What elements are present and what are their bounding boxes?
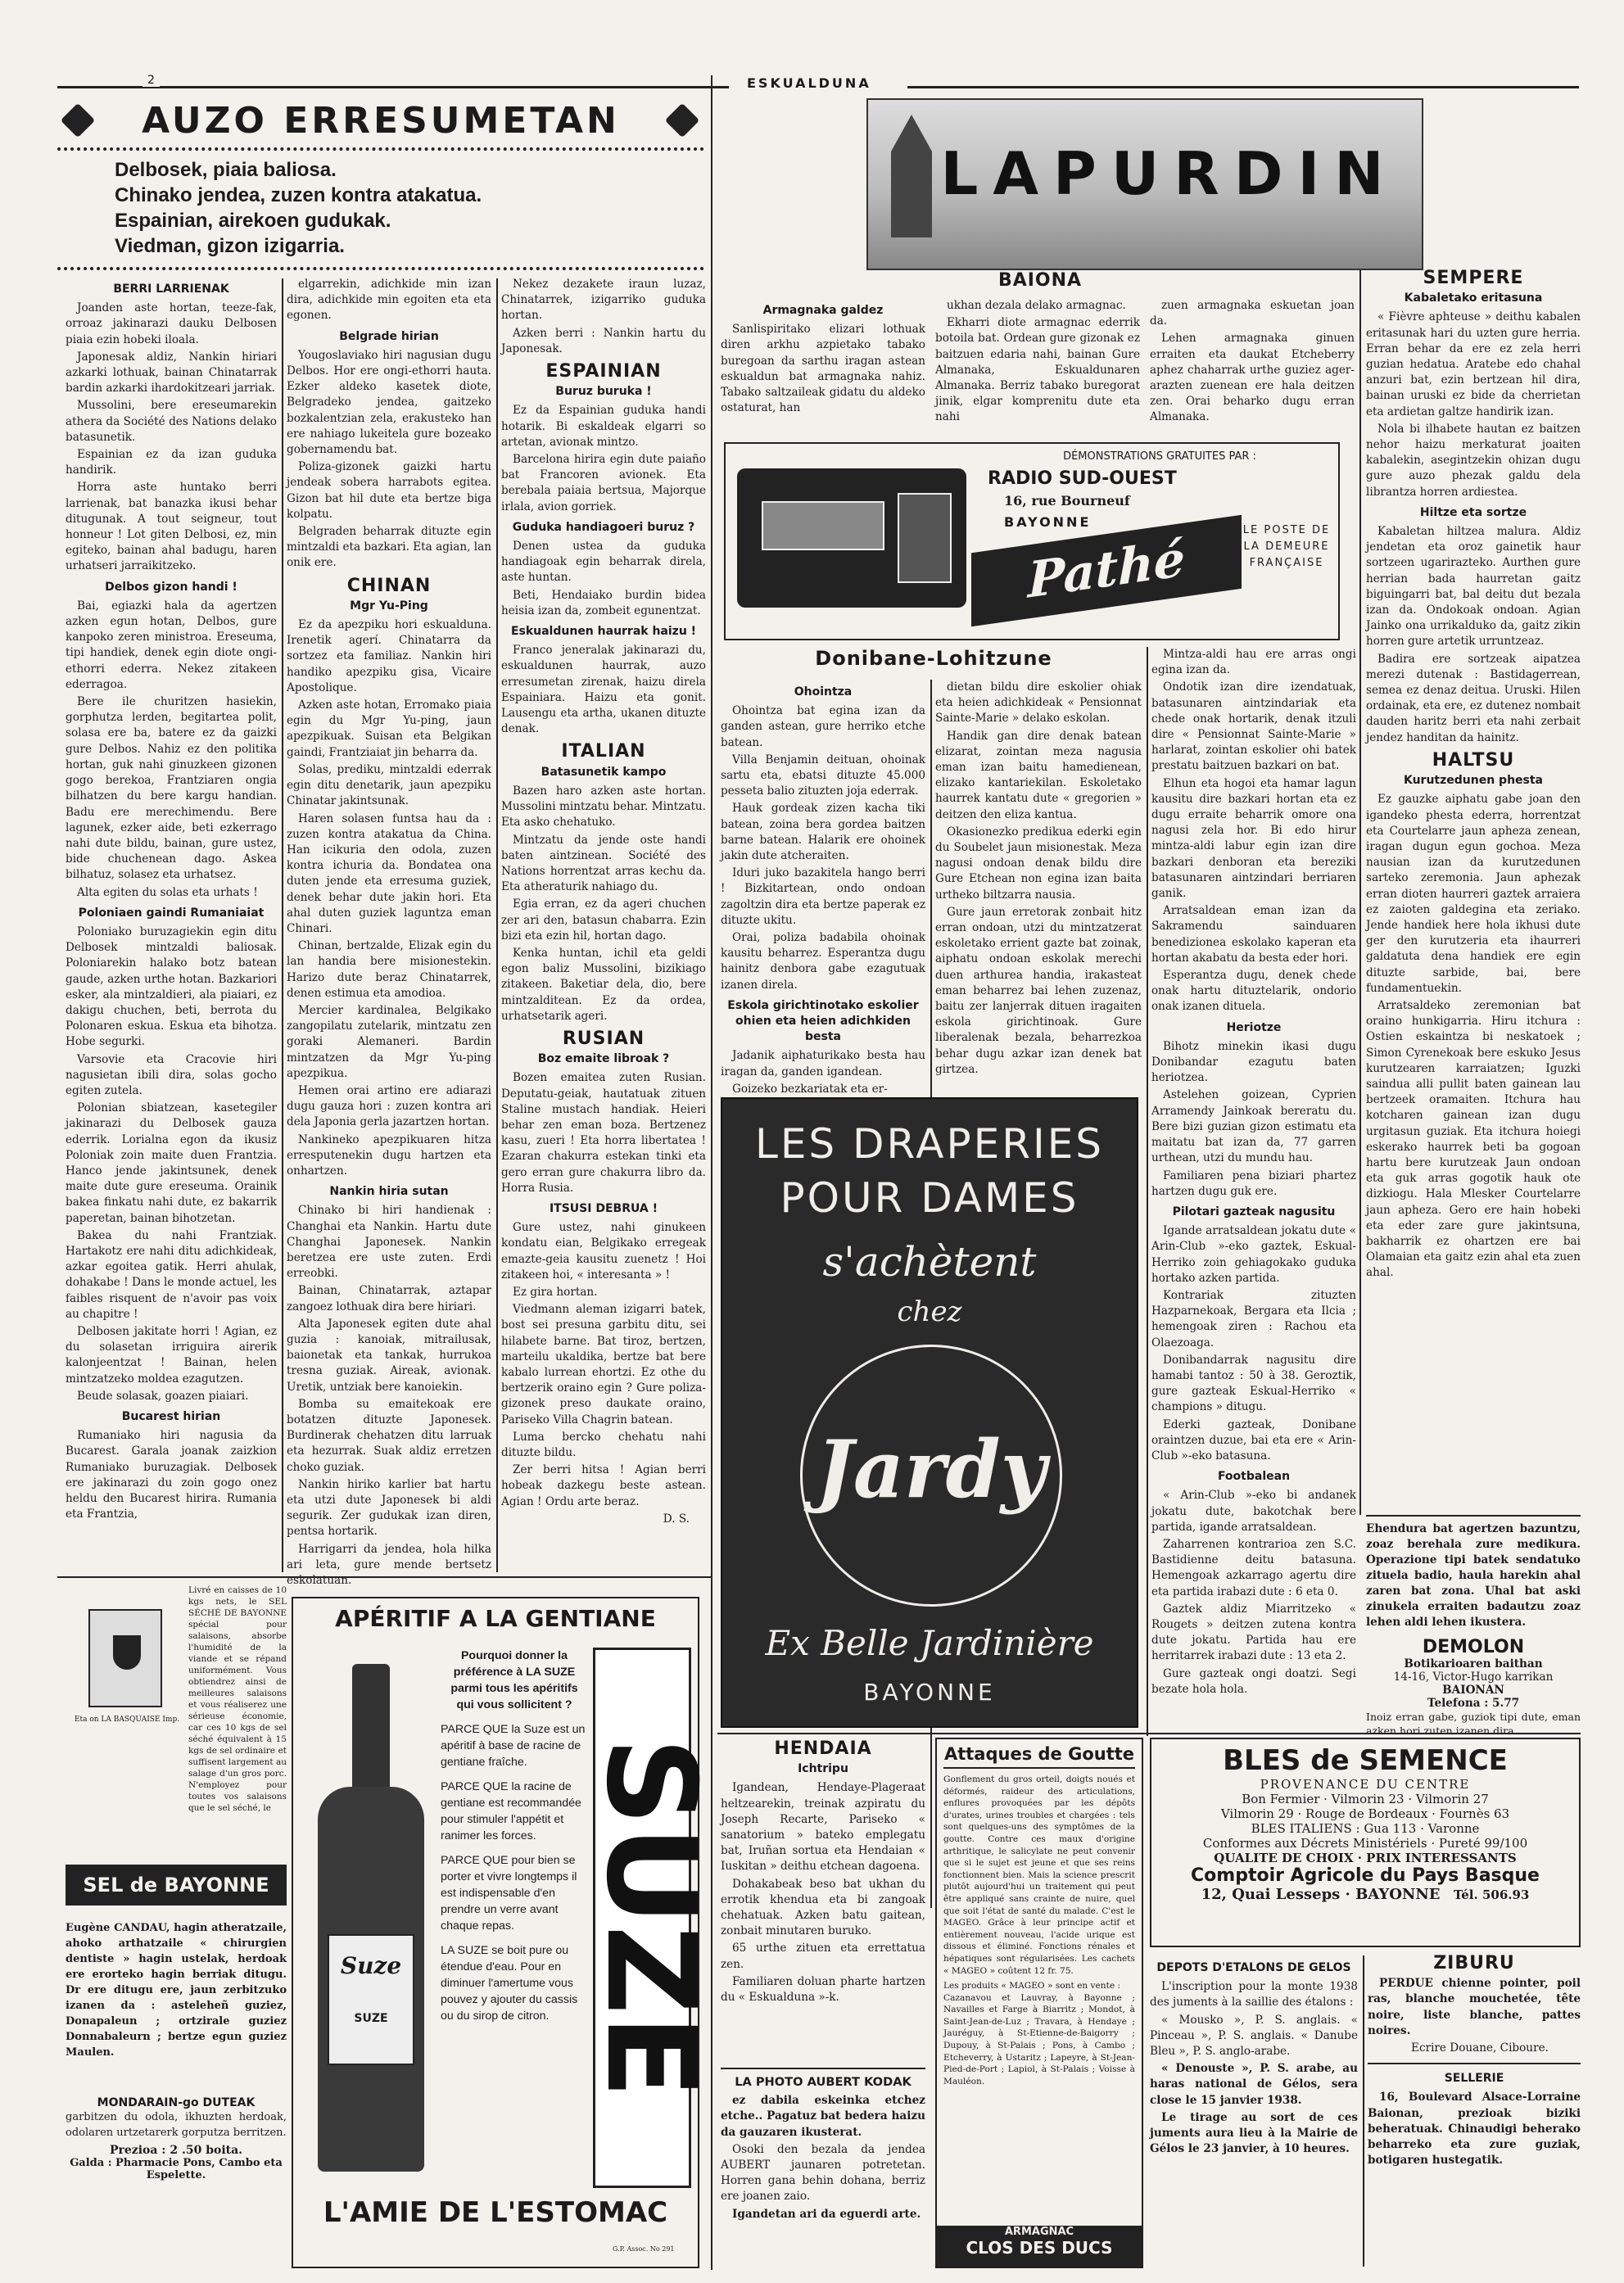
- paragraph: Japonesak aldiz, Nankin hiriari azkarki lothuak, bainan Chinatarrak bardin azkarki ihardokitzeari jarriak.: [66, 350, 277, 396]
- paragraph: Poloniako buruzagiekin egin ditu Delbosek mintzaldi baliosak. Poloniarekin halako botz batean gaude, azken urthe hotan. Bazkariori esker, ala mintzaldieri, ala piaiari, ez dakigu chuchen, beti, berrota du Polonaren eskua. Eskua eta bihotza. Hobe segurki.: [66, 925, 277, 1049]
- bottle-label-text: Suze: [340, 1952, 402, 1979]
- section-heading: ITALIAN: [561, 741, 646, 762]
- suze-small: G.P. Assoc. No 291: [613, 2245, 675, 2253]
- subheading: Poloniaen gaindi Rumaniaiat: [78, 906, 265, 920]
- column-divider: [1363, 1955, 1364, 2267]
- paragraph: Nola bi ilhabete hautan ez baitzen nehor haizu merkaturat joaiten kabalekin, asegintzekin ohizan dugu gure auzo phezak galdu dela librantza horren ardiestea.: [1366, 422, 1581, 499]
- subheading: Nankin hiria sutan: [329, 1185, 449, 1199]
- summary-line: Delbosek, piaia baliosa.: [115, 159, 337, 181]
- paragraph: Joanden aste hortan, teeze-fak, orroaz jakinarazi dauku Delbosen piaia ezin hobeki iloala.: [66, 301, 277, 346]
- paragraph: Ekharri diote armagnac ederrik botoila bat. Ordean gure gizonak ez baitzuen edaria nahi, bainan Gure Almanaka, Eskualdunaren Almanaka. Berriz tabako buregorat jinik, elgar komprenitu dute eta nahi: [935, 316, 1140, 424]
- paragraph: Dohakabeak beso bat ukhan du errotik khendua eta bi zangoak chehatuak. Azken batu gaitean, zonbait minutaren buruko.: [721, 1877, 925, 1938]
- sel-caption: Eta on LA BASQUAISE Imp.: [74, 1716, 180, 1724]
- paragraph: Ohointza bat egina izan da ganden astean, gure herriko etche batean.: [721, 704, 925, 749]
- paragraph: Viedmann aleman izigarri batek, bost sei presuna garbitu ditu, sei hilabete barne. Bat tiroz, bertzen, marteilu ukaldika, bertze bat bere kabalo lurrean ehortzi. Ez othe du bertzerik oraino egin ? Gure poliza-gizonek preso daukate oraino, Pariseko Villa Chagrin batean.: [501, 1303, 706, 1426]
- paragraph: Ez gauzke aiphatu gabe joan den igandeko phesta ederra, horrentzat eta Courtelarre jaun apheza zenean, iragan dugun egun gochoa. Meza nausian izan da kurutzedunen sarteko zeremonia. Jaun aphezak erran dioten haurreri gaztek arraiera ez zaioten galdegina eta zeriako. Jende handiek here hola ikhusi dute ger den kurutzeria eta ihaurreri galdatuta dena handiek ere egin dituzte sarbide, bai, bere fundamentuekin.: [1366, 793, 1581, 995]
- pathe-slogan: LE POSTE DE LA DEMEURE FRANÇAISE: [1242, 524, 1331, 569]
- subheading: Eskola girichtinotako eskolier ohien eta heien adichkiden besta: [727, 998, 919, 1044]
- paragraph: Zer berri hitsa ! Agian berri hobeak dazkegu beste astean. Agian ! Ordu arte beraz.: [501, 1463, 706, 1508]
- paragraph: 65 urthe zituen eta errettatua zen.: [721, 1942, 925, 1971]
- goutte-text: Gonflement du gros orteil, doigts noués et déformés, raideur des articulations, enflures provoquées par les dépôts d'urates, urines troubles et chargées : tels sont quelques-uns des symptômes de la goutte. Contre ces maux d'origine arthritique, le salicylate ne peut convenir que si le sujet est jeune et que ses reins fonctionnent bien. Mais la science prescrit plutôt aujourd'hui un traitement qui peut être appliqué sans crainte de nuire, quel que soit l'état de santé du malade. C'est le MAGEO. Grâce à leur principe actif et entièrement nouveau, l'acide urique est dissous et éliminé. Fonctions rénales et hépatiques sont régularisées. Les cachets « MAGEO » coûtent 12 fr. 75.: [943, 1774, 1135, 1976]
- pathe-ad: [724, 442, 1340, 640]
- paragraph: Beti, Hendaiako burdin bidea heisia izan da, zombeit egunentzat.: [501, 588, 706, 617]
- section-heading: HENDAIA: [774, 1738, 872, 1759]
- paragraph: Arratsaldean eman izan da Sakramendu sainduaren benedizionea eskolako kaperan eta hortan akabatu da besta eder hori.: [1151, 904, 1356, 965]
- subheading: Buruz buruka !: [555, 385, 652, 399]
- draperies-line6: BAYONNE: [863, 1679, 996, 1706]
- hendaia-column: [721, 1738, 925, 2065]
- sempere-column: [1366, 270, 1581, 1515]
- paragraph: Bai, egiazki hala da agertzen azken egun hotan, Delbos, gure kanpoko zeren ministroa. Ereseuma, tipi handiek, denek egin diote ongi-ethorri ederra. Nekez zitakeen ederragoa.: [66, 599, 277, 691]
- bles-line: BLES ITALIENS : Gua 113 · Varonne: [1251, 1821, 1480, 1836]
- paragraph: « Arin-Club »-eko bi andanek jokatu dute, bakotchak bere partida, igande arratsaldean.: [1151, 1489, 1356, 1534]
- donibane-col-1: [721, 680, 925, 1096]
- paragraph: Espainian ez da izan guduka handirik.: [66, 448, 277, 477]
- paragraph: L'inscription pour la monte 1938 des juments à la saillie des étalons :: [1150, 1980, 1358, 2009]
- paragraph: Harrigarri da jendea, hola hilka ari leta, gure mende bertsetz eskolatuan.: [287, 1542, 491, 1588]
- pathe-addr: 16, rue Bourneuf: [1004, 493, 1130, 509]
- candau-ad: [66, 1920, 287, 2092]
- paragraph: Sanlispiritako elizari lothuak diren arkhu azpietako tabako buregoan da sarthu iragan astean eskualdun bat armagnaka nahiz. Tabako saltzaileak gidatu du aldeko ostaturat, han: [721, 323, 925, 415]
- suze-reason: PARCE QUE pour bien se porter et vivre longtemps il est indispensable d'en prendre un verre avant chaque repas.: [441, 1854, 577, 1933]
- paragraph: Beude solasak, goazen piaiari.: [77, 1389, 249, 1403]
- paragraph: Poliza-gizonek gaizki hartu jendeak sobera harrabots egitea. Gizon bat hil dute eta bertze biga kolpatu.: [287, 460, 491, 521]
- jardy-circle: [800, 1345, 1062, 1607]
- paragraph: ukhan dezala delako armagnac.: [947, 299, 1126, 312]
- paragraph: Gaztek aldiz Miarritzeko « Rougets » deitzen zutena kontra dute jokatu. Partida hau ere herritarrek irabazi dute : 13 eta 2.: [1151, 1602, 1356, 1663]
- bottle-neck: [352, 1664, 390, 1787]
- col1-heading: BERRI LARRIENAK: [113, 283, 229, 296]
- paragraph: Bomba su emaitekoak ere botatzen dituzte Japonesek. Burdinerak chehatzen ditu larruak eta hezurrak. Suak aldiz erretzen choko guziak.: [287, 1397, 491, 1474]
- paragraph: Nekez dezakete iraun luzaz, Chinatarrek, izigarriko guduka hortan.: [501, 278, 706, 323]
- subheading: Kabaletako eritasuna: [1404, 292, 1543, 305]
- left-diamond-icon: [61, 103, 95, 138]
- paragraph: Gure gazteak ongi doatzi. Segi bezate hola hola.: [1151, 1666, 1356, 1696]
- signature: D. S.: [663, 1512, 690, 1526]
- bles-line: Vilmorin 29 · Rouge de Bordeaux · Fournès 63: [1220, 1806, 1510, 1821]
- left-bottom-rule: [57, 1576, 711, 1578]
- paragraph: Mussolini, bere ereseumarekin athera da Société des Nations delako batasunetik.: [66, 399, 277, 444]
- sellerie-title: SELLERIE: [1444, 2072, 1504, 2086]
- paragraph: Le tirage au sort de ces juments aura lieu à la Mairie de Gélos le 23 janvier, à 10 heures.: [1150, 2110, 1358, 2156]
- subheading: Batasunetik kampo: [541, 765, 667, 779]
- lapurdin-title: LAPURDIN: [940, 139, 1399, 208]
- subheading: Mgr Yu-Ping: [350, 599, 428, 613]
- header-rule-right: [907, 86, 1579, 88]
- paragraph: Egia erran, ez da ageri chuchen zer ari den, batasun chabarra. Ezin bizi eta ezin hil, hortan dago.: [501, 897, 706, 943]
- subheading: Kurutzedunen phesta: [1403, 774, 1544, 788]
- draperies-ad: [721, 1097, 1138, 1728]
- paragraph: Nankin hiriko karlier bat hartu eta utzi dute Japonesek bi aldi segurik. Zer gudukak izan diren, pentsa hortarik.: [287, 1477, 491, 1539]
- paragraph: Ederki gazteak, Donibane oraintzen duzue, bai eta ere « Arin-Club »-eko batasuna.: [1151, 1417, 1356, 1462]
- paragraph: Mintza-aldi hau ere arras ongi egina izan da.: [1151, 648, 1356, 677]
- subheading: Heriotze: [1226, 1020, 1282, 1034]
- sel-text: Livré en caisses de 10 kgs nets, le SEL SÉCHÉ DE BAYONNE spécial pour salaisons, absorbe l'humidité de la viande et se répand uniformément. Vous obtiendrez ainsi de meilleures salaisons et vous réaliserez une sérieuse économie, car ces 10 kgs de sel séché équivalent à 15 kgs de sel ordinaire et suffisent largement au salage d'un gros porc. N'employez pour toutes vos salaisons que le sel séché, le: [188, 1585, 287, 1813]
- paragraph: zuen armagnaka eskuetan joan da.: [1150, 299, 1355, 328]
- bottle-illustration: [310, 1664, 432, 2172]
- paragraph: Gure jaun erretorak zonbait hitz erran ondoan, utzi du mintzatzerat eskoletako errient gazte bat zoinak, aiphatu ondoan eskolak merechi duen arthurea handia, irakasteat eman beharrez bai lehen zuzenaz, baitu zer lanjerrak dituen iragaiten eskola girichtinoak. Gure liberalenak bezala, beharrezkoa behar dugu azkar izan denek bat girtzea.: [935, 905, 1142, 1076]
- bles-comptoir: Comptoir Agricole du Pays Basque: [1191, 1865, 1540, 1886]
- draperies-line2: POUR DAMES: [780, 1174, 1079, 1222]
- paragraph: ez dabila eskeinka etchez etche.. Pagatuz bat bedera haizu da gauzaren ikusterat.: [721, 2094, 925, 2139]
- baiona-title: BAIONA: [997, 270, 1083, 291]
- pathe-brand: Pathé: [1028, 530, 1185, 610]
- paragraph: Rumaniako hiri nagusia da Bucarest. Garala joanak zaizkion Rumaniako buruzagiak. Delbosek ere jakinarazi du zoin gogo onez heldu den Bucarest hirira. Rumania eta Frantzia,: [66, 1429, 277, 1521]
- paragraph: Azken berri : Nankin hartu du Japonesak.: [501, 326, 706, 355]
- paragraph: Badira ere sortzeak aipatzea merezi dutenak : Bastidagerrean, semea ez denaz deitua. Uruski. Hilen ordainak, eta ere, ez dutenez nombait dauden haritz berri eta nahi zerbait jendez handitan da hainitz.: [1366, 652, 1581, 744]
- draperies-line1: LES DRAPERIES: [754, 1120, 1105, 1168]
- newspaper-name: ESKUALDUNA: [747, 75, 871, 91]
- paragraph: Azken aste hotan, Erromako piaia egin du Mgr Yu-ping, jaun apezpikuak. Suisan eta Belgikan gaindi, Frantziaiat jin beharra da.: [287, 698, 491, 759]
- paragraph: Bere ile churitzen hasiekin, gorphutza lerden, begitartea polit, solasa ere ba, batere ez da gaizki gure Delbos. Nahiz ez den politika hortan, guk nahi ginuzkeen gizonen gogo berekoa, Frantziaren ongia bilhatzen du bere kargu handian. Badu ere merechimendu. Bere lagunek, ezker aide, beti ezkerrago nahi dute bildu, bainan, gure ustez, bide chuchenean dago. Askea bilhatuz, solasez eta urhatsez.: [66, 695, 277, 882]
- section-heading: CHINAN: [346, 575, 432, 596]
- paragraph: elgarrekin, adichkide min izan dira, adichkide min egoiten eta eta egonen.: [287, 278, 491, 323]
- paragraph: Goizeko bezkariatak eta er-: [732, 1082, 888, 1096]
- paragraph: « Mousko », P. S. anglais. « Pinceau », P. S. anglais. « Danube Bleu », P. S. anglo-arabe.: [1150, 2013, 1358, 2059]
- paragraph: Varsovie eta Cracovie hiri nagusietan ibili dira, solas gocho egiten zutela.: [66, 1052, 277, 1097]
- right-diamond-icon: [665, 103, 699, 138]
- paragraph: Luma bercko chehatu nahi dituzte bildu.: [501, 1430, 706, 1460]
- page-header: [57, 74, 1581, 98]
- summary-line: Chinako jendea, zuzen kontra atakatua.: [115, 184, 482, 206]
- paragraph: Delbosen jakitate horri ! Agian, ez du solasetan irriguira airerik kalonjeentzat ! Bainan, helen mintzatzeko moldea ezagutzen.: [66, 1325, 277, 1386]
- paragraph: Bazen haro azken aste hortan. Mussolini mintzatu behar. Mintzatu. Eta asko chehatuko.: [501, 784, 706, 830]
- paragraph: dietan bildu dire eskolier ohiak eta heien adichkideak « Pensionnat Sainte-Marie » delako eskolan.: [935, 680, 1142, 726]
- paragraph: Igande arratsaldean jokatu dute « Arin-Club »-eko gaztek, Eskual-Herriko zoin gehiagokako guduka hortako azken partida.: [1151, 1224, 1356, 1285]
- demolon-note: Inoiz erran gabe, guziok tipi dute, eman azken hori zuten izanen dira.: [1366, 1711, 1581, 1737]
- paragraph: Elhun eta hogoi eta hamar lagun kausitu dire bazkari hortan eta ez dugu erraite beharrik omore ona nagusi zela hor. Bi edo hirur mintza-aldi labur egin izan dire bazkari denboran eta bereziki batasunaren aintzindari berriaren ganik.: [1151, 776, 1356, 901]
- draperies-line4: chez: [897, 1295, 962, 1328]
- paragraph: Mercier kardinalea, Belgikako zangopilatu zutelarik, mintzatu zen goraki Alemaneri. Bardin mintzatzen da Mgr Yu-ping apezpikua.: [287, 1003, 491, 1080]
- paragraph: Jadanik aiphaturikako besta hau iragan da, ganden igandean.: [721, 1049, 925, 1078]
- bottom-rule: [717, 1733, 1581, 1734]
- pathe-shop: RADIO SUD-OUEST: [988, 468, 1177, 489]
- shield-icon: [113, 1635, 141, 1670]
- paragraph: Osoki den bezala da jendea AUBERT jaunaren potretetan. Horren gana behin dohana, berriz ere joanen zaio.: [721, 2142, 925, 2204]
- bottle-label: [328, 1934, 414, 2065]
- armagnac-line2: CLOS DES DUCS: [966, 2238, 1113, 2258]
- paragraph: « Denouste », P. S. arabe, au haras national de Gélos, sera close le 15 janvier 1938.: [1150, 2062, 1358, 2107]
- paragraph: Nankineko apezpikuaren hitza erresputenekin dugu hartzen eta onhartzen.: [287, 1132, 491, 1178]
- radio-dial: [762, 501, 884, 550]
- paragraph: Bihotz minekin ikasi dugu Donibandar ezagutu baten heriotzea.: [1151, 1039, 1356, 1085]
- suze-title: APÉRITIF A LA GENTIANE: [335, 1605, 656, 1632]
- subheading: Delbos gizon handi !: [105, 580, 237, 594]
- paragraph: Kontrariak zituzten Hazparnekoak, Bergara eta Ilcia ; hemengoak ziren : Rachou eta Olaezoaga.: [1151, 1288, 1356, 1349]
- suze-big-text: SUZE: [578, 1737, 722, 2099]
- bles-tel: Tél. 506.93: [1453, 1887, 1530, 1902]
- lapurdin-banner: [866, 98, 1423, 270]
- paragraph: Denen ustea da guduka handiagoak egin beharrak direla, aste huntan.: [501, 540, 706, 585]
- suze-reason: PARCE QUE la racine de gentiane est recommandée pour stimuler l'appétit et ranimer les forces.: [441, 1780, 581, 1842]
- subheading: Hiltze eta sortze: [1419, 505, 1527, 519]
- paragraph: Okasionezko predikua ederki egin du Soubelet jaun misionestak. Meza nagusi ondoan denak bildu dire Gure Etchean non egina izan baita urtheko biltzarra nausia.: [935, 825, 1142, 902]
- goutte-title: Attaques de Goutte: [943, 1744, 1135, 1769]
- baiona-section: [721, 270, 1359, 442]
- subheading: Ichtripu: [798, 1762, 848, 1776]
- goutte-vente: Les produits « MAGEO » sont en vente :: [943, 1981, 1121, 1991]
- title-dotted-rule: [57, 147, 704, 151]
- paragraph: Bakea du nahi Frantziak. Hartakotz ere nahi ditu adichkideak, azkar egoitea gatik. Herri ahulak, dohakabe ! Dans le monde actuel, les faibles risquent de n'avoir pas voix au chapitre !: [66, 1228, 277, 1321]
- suze-big-word: [578, 1648, 722, 2188]
- subheading: Ohointza: [794, 685, 853, 698]
- mondarain-text: garbitzen du odola, ikhuzten herdoak, odolaren urtzetarerk gorputza berritzen.: [66, 2111, 287, 2139]
- pathe-top: DÉMONSTRATIONS GRATUITES PAR :: [1063, 450, 1256, 463]
- bottle-label-small: SUZE: [354, 2012, 388, 2025]
- paragraph: Ondotik izan dire izendatuak, batasunaren aintzindariak eta chede onak hortarik, denak itzuli dire « Pensionnat Sainte-Marie » harlarat, zointan eskolier ohi batek prestatu baitzuen bazkari on bat.: [1151, 680, 1356, 773]
- depots-title: DEPOTS D'ETALONS DE GELOS: [1156, 1961, 1351, 1974]
- paragraph: Ez da Espainian guduka handi hotarik. Bi eskaldeak elgarri so artetan, avionak mintzo.: [501, 404, 706, 449]
- bles-line: Conformes aux Décrets Ministériels · Pureté 99/100: [1202, 1836, 1528, 1851]
- demolon-sub: Botikarioaren baithan: [1404, 1657, 1543, 1670]
- suze-letters: [578, 1650, 722, 2186]
- page-number: 2: [142, 74, 160, 87]
- paragraph: Handik gan dire denak batean elizarat, zointan meza nagusia eman izan baitu hamedienean, elizako kantariekilan. Eskoletako haurrek kantatu dute « gregorien » deitzen den eliza kantua.: [935, 729, 1142, 821]
- subheading: Boz emaite libroak ?: [537, 1052, 670, 1066]
- paragraph: Hemen orai artino ere adiarazi dugu gauza hori : zuzen kontra ari dela Japonia gerla jazartzen hortan.: [287, 1083, 491, 1129]
- bles-line: QUALITE DE CHOIX · PRIX INTERESSANTS: [1214, 1851, 1517, 1865]
- auzo-column-2: [287, 277, 491, 1588]
- subheading: Armagnaka galdez: [762, 304, 884, 317]
- paragraph: Ez da apezpiku hori eskualduna. Irenetik agerí. Chinatarra da sortzez eta familiaz. Nankin hiri handiko apezpiku gisa, Vicaire Apostolique.: [287, 618, 491, 694]
- baiona-col-1: [721, 298, 925, 418]
- auzo-summary: [115, 157, 688, 262]
- paragraph: Gure ustez, nahi ginukeen kondatu eian, Belgikako erregeak emazte-geia kausitu zuenetz ! Hoi zitakeen hoi, « interesanta » !: [501, 1221, 706, 1282]
- paragraph: Orai, poliza badabila ohoinak kausitu beharrez. Esperantza dugu hainitz denbora gabe ezagutuak izanen direla.: [721, 931, 925, 992]
- auzo-title-box: [57, 97, 704, 156]
- paragraph: PERDUE chienne pointer, poil ras, blanche mouchetée, tête noire, liste blanche, pattes noires.: [1368, 1977, 1581, 2037]
- paragraph: Bozen emaitea zuten Rusian. Deputatu-geiak, hautatuak zituen Staline mustach handiak. Heieri behar zen eman boza. Bertzenez kasu, zueri ! Eta horra libertatea ! Ezaran chakurra estekan tinki eta gero erran gure chakurra libro da. Horra Rusia.: [501, 1071, 706, 1195]
- paragraph: Ez gira hortan.: [513, 1285, 598, 1299]
- salt-box-illustration: [88, 1609, 162, 1707]
- paragraph: Lehen armagnaka ginuen erraiten eta daukat Etcheberry aphez chaharrak urthe guziez ager-arazten zuenean ere hala deitzen zen. Orai beharko dugu erran Almanaka.: [1150, 332, 1355, 424]
- sel-bayonne-ad: [66, 1585, 287, 1912]
- bles-sub: PROVENANCE DU CENTRE: [1260, 1777, 1471, 1792]
- demolon-name: DEMOLON: [1422, 1637, 1525, 1657]
- paragraph: Arratsaldeko zeremonian bat oraino hunkigarria. Hiru itchura : Ostien eskaintza bi neskatoek ; Simon Cyrenekoak bere eskuko Jesus kurutzearen karraiatzen; Iguzki saindua alli pullit baten gainean lau bertzeek oramaiten. Itchura hau kotcharen gainean izan dugu urgitasun guziak. Eta itchura hoiegi eskerako haurrek beti ba gogoan hartu bere kurutzeak Jaun ondoan eta guk arras gogotik hauk ote dizkiogu. Hala Mlesker Courtelarre jaun apheza. Gero ere hain hobeki eta eder zare gure jakintsuna, bakharrik ez ohartzen ere bai Olamaian eta gaitz ezin ahal eta zuen ahal.: [1366, 998, 1581, 1280]
- mondarain-title: MONDARAIN-go DUTEAK: [97, 2096, 256, 2109]
- paragraph: Horra aste huntako berri larrienak, bat banazka ikusi behar ditugunak. A tout seigneur, tout honneur ! Lot giten Delbosi, ez, min egiteko, bainan ahal badugu, haren urhatseri jarraikitzeko.: [66, 481, 277, 573]
- paragraph: Barcelona hirira egin dute paiaño bat Francoren avionek. Eta berebala paiaia bertsua, Majorque irlala, avion gorriek.: [501, 453, 706, 513]
- armagnac-line1: ARMAGNAC: [1004, 2226, 1074, 2238]
- donibane-title: Donibane-Lohitzune: [815, 647, 1052, 670]
- paragraph: Igandean, Hendaye-Plageraat heltzearekin, treinak azpiratu du Joseph Recarte, Pariseko « sanatorium » bateko emplegatu bat, Iruñan sortua eta Hendaian « Iuskitan » deithu etchean dagoena.: [721, 1781, 925, 1874]
- summary-line: Viedman, gizon izigarria.: [115, 235, 345, 257]
- paragraph: Familiaren doluan pharte hartzen du « Eskualduna »-k.: [721, 1974, 925, 2005]
- donibane-col-3: [1151, 647, 1356, 1736]
- bles-semence-ad: [1150, 1738, 1581, 1947]
- paragraph: Solas, prediku, mintzaldi ederrak egin ditu denetarik, jaun apezpiku Chinatar jakintsunak.: [287, 762, 491, 808]
- donibane-col-2: [935, 680, 1142, 1089]
- paragraph: Zaharrenen kontrarioa zen S.C. Bastidienne deitu batasuna. Hemengoak azkarrago agertu dire eta partida irabazi dute : 6 eta 0.: [1151, 1537, 1356, 1598]
- column-divider: [1147, 647, 1148, 1736]
- mondarain-price: Prezioa : 2 .50 boita.: [109, 2144, 243, 2157]
- paragraph: Astelehen goizean, Cyprien Arramendy Jainkoak bereratu du. Bere bizi guzian gizon estimatu eta maitatu bat izan da, 77 garren urthean, utzi du mundu hau.: [1151, 1088, 1356, 1165]
- candau-text: Eugène CANDAU, hagin atheratzaile, ahoko arthatzaile « chirurgien dentiste » hagin ustelak, herdoak ere erorteko hagin berriak ditugu. Dr ere ditugu ere, jaun zerbitzuko izanen da : asteleheñ guziez, Donapaleun ; ortzirale guziez Donnabaleurn ; bertze egun guziez Maulen.: [66, 1922, 287, 2059]
- bles-address: [1156, 1886, 1574, 1903]
- paragraph: « Fièvre aphteuse » deithu kabalen eritasunak hari du uzten gure herria. Erran behar da ere ez zela herri guzian hedatua. Aratebe edo chahal anzuri bat, ezin bertzean hil dira, bainan uruski ez bide da cherrietan eta ardietan galtze handirik izan.: [1366, 310, 1581, 418]
- paragraph: Igandetan ari da eguerdi arte.: [732, 2207, 921, 2221]
- jardy-brand: Jardy: [816, 1423, 1047, 1516]
- section-heading: SEMPERE: [1423, 268, 1524, 288]
- section-heading: RUSIAN: [562, 1028, 645, 1049]
- section-heading: HALTSU: [1432, 749, 1515, 771]
- ehendura-text: Ehendura bat agertzen bazuntzu, zoaz berehala zure medikura. Operazione tipi batek sendatuko zituela badio, haula harekin ahal zaren bat zona. Uhal bat aski zinukela erraiten badautzu zoaz lehen aldi lehen ikustera.: [1366, 1522, 1581, 1629]
- paragraph: Kenka huntan, ichil eta geldi egon baliz Mussolini, bizikiago zitakeen. Baketiar dela, dio, bere mintzalditean. Ez da ordea, urhatsetarik ageri.: [501, 946, 706, 1023]
- pathe-banner: [971, 515, 1242, 626]
- subheading: Footbalean: [1217, 1470, 1291, 1484]
- paragraph: Familiaren pena biziari phartez hartzen dugu guk ere.: [1151, 1169, 1356, 1198]
- paragraph: Alta Japonesek egiten dute ahal guzia : kanoiak, mitrailusak, baionetak eta tankak, hurrukoa tresna guziak. Aireak, avionak. Uretik, untziak bere kanoiekin.: [287, 1317, 491, 1394]
- subheading: Pilotari gazteak nagusitu: [1172, 1205, 1336, 1218]
- paragraph: Iduri juko bazakitela hango berri ! Bizkitartean, ondo ondoan zagoltzin dira eta bertze paperak ez dituzte ukitu.: [721, 866, 925, 927]
- paragraph: Belgraden beharrak dituzte egin mintzaldi eta bazkari. Eta agian, lan onik ere.: [287, 525, 491, 570]
- armagnac-tag: [937, 2226, 1142, 2267]
- subheading: Bucarest hirian: [121, 1410, 221, 1424]
- subheading: Eskualdunen haurrak haizu !: [510, 625, 697, 639]
- draperies-line3: s'achètent: [822, 1238, 1037, 1286]
- paragraph: Polonian sbiatzean, kasetegiler jakinarazi du Delbosek gauza ederrik. Lorialna egon da ikusiz Poloniak zoin maite duen Frantzia. Hanco jende jakintsunek, denek maite dute gure ereseuma. Orainik bakea finkatu nahi dute, ez bakarrik paperetan, bainan bihotzetan.: [66, 1101, 277, 1225]
- suze-q: Pourquoi donner la préférence à LA SUZE parmi tous les apéritifs qui vous sollicitent ?: [450, 1649, 578, 1711]
- goutte-ad: [935, 1738, 1143, 2268]
- suze-ad: [292, 1597, 722, 2268]
- divider-rule: [1366, 1515, 1581, 1517]
- sel-brand: SEL de BAYONNE: [66, 1865, 287, 1906]
- suze-copy: [441, 1648, 588, 2180]
- demolon-addr: 14-16, Victor-Hugo karrikan: [1393, 1670, 1554, 1684]
- suze-reason: PARCE QUE la Suze est un apéritif à base de racine de gentiane fraîche.: [441, 1723, 586, 1769]
- auzo-column-3: [501, 277, 706, 1571]
- subheading: Belgrade hirian: [339, 329, 439, 343]
- section-heading: ESPAINIAN: [545, 361, 662, 382]
- paragraph: Kabaletan hiltzea malura. Aldiz jendetan eta oroz gainetik haur sortzeen ugarirazteko. Aurthen gure herrian bada haurretan gaitz biguingarri bat, bal deitu dut bezala izan da. Ondokoak ondoan. Agian Jainko ona urrikalduko da, gaitz zikin horren gure artetik urruntzeaz.: [1366, 525, 1581, 649]
- baiona-col-3: [1150, 298, 1355, 427]
- divider-rule: [1368, 2063, 1581, 2064]
- section-heading: ZIBURU: [1433, 1953, 1515, 1973]
- radio-illustration: [737, 468, 966, 608]
- paragraph: Ecrire Douane, Ciboure.: [1411, 2041, 1549, 2055]
- paragraph: Esperantza dugu, denek chede onak hartu dituztelarik, ondorio onak izanen dituela.: [1151, 969, 1356, 1014]
- mondarain-ad: [66, 2096, 287, 2268]
- ehendura-block: [1366, 1515, 1581, 1769]
- subheading: ITSUSI DEBRUA !: [549, 1201, 658, 1215]
- column-divider: [496, 278, 498, 1572]
- radio-speaker: [898, 493, 952, 583]
- paragraph: Haren solasen funtsa hau da : zuzen kontra atakatua da China. Han icikuria den odola, zuzen kontra ichuria da. Bondatea ona duten jende eta erresuma guziek, denek behar dute jakin hori. Eta ahal duten guziek laguntza eman Chinari.: [287, 811, 491, 935]
- summary-dotted-rule: [57, 267, 704, 270]
- paragraph: Mintzatu da jende oste handi baten aintzinean. Société des Nations horrentzat arras kechu da. Eta atheraturik nahiago du.: [501, 833, 706, 894]
- summary-line: Espainian, airekoen gudukak.: [115, 210, 391, 232]
- column-divider: [1359, 270, 1361, 1515]
- bles-addr: 12, Quai Lesseps · BAYONNE: [1201, 1886, 1441, 1903]
- ziburu-column: [1368, 1955, 1581, 2267]
- pathe-city: BAYONNE: [1004, 514, 1092, 530]
- column-divider: [282, 278, 283, 1572]
- subheading: Guduka handiagoeri buruz ?: [512, 520, 695, 534]
- bles-line: Bon Fermier · Vilmorin 23 · Vilmorin 27: [1242, 1792, 1489, 1806]
- suze-reason: LA SUZE se boit pure ou étendue d'eau. Pour en diminuer l'amertume vous pouvez y ajouter du cassis ou du sirop de citron.: [441, 1944, 578, 2023]
- paragraph: Hauk gordeak zizen kacha tiki batean, zoina bera gordea baitzen barne batean. Halarik ere ohoinek jakin dute atcheraiten.: [721, 802, 925, 863]
- auzo-title: AUZO ERRESUMETAN: [142, 100, 620, 142]
- suze-footer: L'AMIE DE L'ESTOMAC: [323, 2196, 668, 2229]
- kodak-ad: [721, 2068, 925, 2268]
- paragraph: Bainan, Chinatarrak, aztapar zangoez lothuak dira bere hiriari.: [287, 1284, 491, 1313]
- mondarain-seller: Galda : Pharmacie Pons, Cambo eta Espelette.: [70, 2157, 283, 2181]
- baiona-col-2: [935, 298, 1140, 427]
- goutte-dealers: Cazanavou et Lauvray, à Bayonne ; Navailles et Farge à Biarritz ; Mondot, à Saint-Jean-de-Luz ; Travara, à Hendaye ; Jauréguy, à St-Etienne-de-Baigorry ; Dupouy, à St-Palais ; Pons, à Cambo ; Etcheverry, à Ustaritz ; Lapeyre, à St-Jean-Pied-de-Port ; Lapiol, à St-Palais ; Voisse à Mauléon.: [943, 1992, 1135, 2086]
- paragraph: Alta egiten du solas eta urhats !: [77, 885, 258, 899]
- demolon-tel: Telefona : 5.77: [1427, 1697, 1520, 1710]
- paragraph: Yougoslaviako hiri nagusian dugu Delbos. Hor ere ongi-ethorri hauta. Ezker aldeko kasetek diote, Belgradeko jendea, gaitzeko bozkalentzian zela, erakusteko han ere nahiago lukeitela gure bozeako gobernamendu bat.: [287, 348, 491, 457]
- auzo-column-1: [66, 277, 277, 1571]
- paragraph: Franco jeneralak jakinarazi du, eskualdunen haurrak, auzo erresumetan zirenak, haizu direla Espainiara. Haizu eta gonit. Lausengu eta artha, ukanen dituzte denak.: [501, 644, 706, 736]
- paragraph: Villa Benjamin deituan, ohoinak sartu eta, ebatsi dituzte 45.000 pesseta balio zituzten joja ederrak.: [721, 753, 925, 798]
- depots-column: [1150, 1955, 1358, 2267]
- demolon-city: BAIONAN: [1442, 1684, 1504, 1697]
- bles-title: BLES de SEMENCE: [1223, 1744, 1508, 1777]
- paragraph: 16, Boulevard Alsace-Lorraine Baionan, prezioak biziki beheratuak. Chinaudigi beherako beharreko eta zure guziak, botigaren hustegatik.: [1368, 2091, 1581, 2168]
- paragraph: Chinako bi hiri handienak : Changhai eta Nankin. Hartu dute Changhai Japonesek. Nankin beretzea ere uste zuten. Erdi erreobki.: [287, 1204, 491, 1281]
- draperies-line5: Ex Belle Jardinière: [765, 1623, 1094, 1663]
- paragraph: Chinan, bertzalde, Elizak egin du lan handia bere misionestekin. Harizo dute beraz Chinatarrek, denen estimua eta amodioa.: [287, 939, 491, 1000]
- paragraph: Donibandarrak nagusitu dire hamabi tantoz : 50 à 38. Geroztik, gure gazteak Eskual-Herriko « champions » ditugu.: [1151, 1353, 1356, 1414]
- kodak-title: LA PHOTO AUBERT KODAK: [735, 2075, 912, 2089]
